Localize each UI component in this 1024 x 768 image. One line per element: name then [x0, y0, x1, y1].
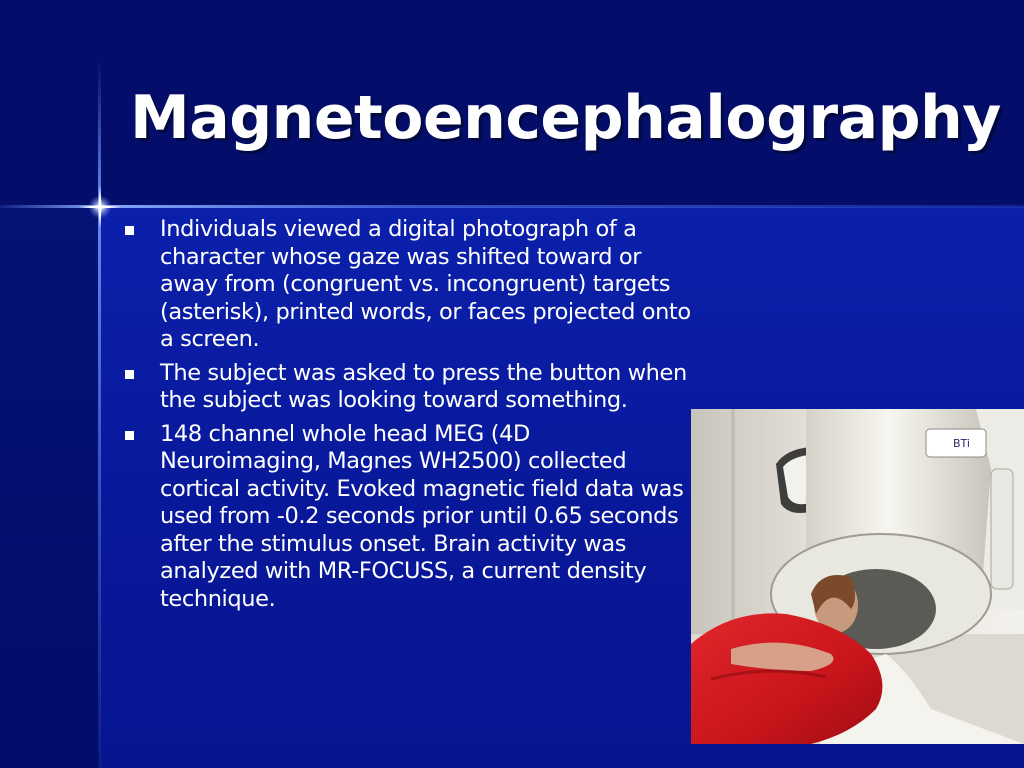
square-bullet-icon — [125, 226, 134, 235]
bullet-item-task — [122, 360, 692, 415]
bullet-text: The subject was asked to press the button when the subject was looking toward something. — [160, 359, 687, 413]
sparkle-icon — [79, 186, 121, 228]
bullet-item-stimulus — [122, 216, 692, 354]
scanner-logo: BTi — [953, 437, 970, 450]
meg-scanner-illustration — [691, 409, 1024, 744]
bullet-text: Individuals viewed a digital photograph of a character whose gaze was shifted toward or away from (congruent vs. incongruent) targets (asterisk), printed words, or faces projected onto a screen. — [160, 216, 691, 352]
bullet-text: 148 channel whole head MEG (4D Neuroimaging, Magnes WH2500) collected cortical activity. Evoked magnetic field data was used from -0.2 seconds prior until 0.65 seconds after the stimulus onset. Brain activity was analyzed with MR-FOCUSS, a current density technique. — [160, 420, 684, 612]
vertical-accent-line — [98, 60, 101, 768]
square-bullet-icon — [125, 370, 134, 379]
horizontal-accent-line — [0, 205, 1024, 208]
left-margin-band — [0, 207, 100, 768]
bullet-list — [122, 216, 692, 619]
slide-title: Magnetoencephalography — [130, 83, 1001, 153]
bullet-item-meg — [122, 421, 692, 614]
meg-scanner-photo — [691, 409, 1024, 744]
square-bullet-icon — [125, 431, 134, 440]
